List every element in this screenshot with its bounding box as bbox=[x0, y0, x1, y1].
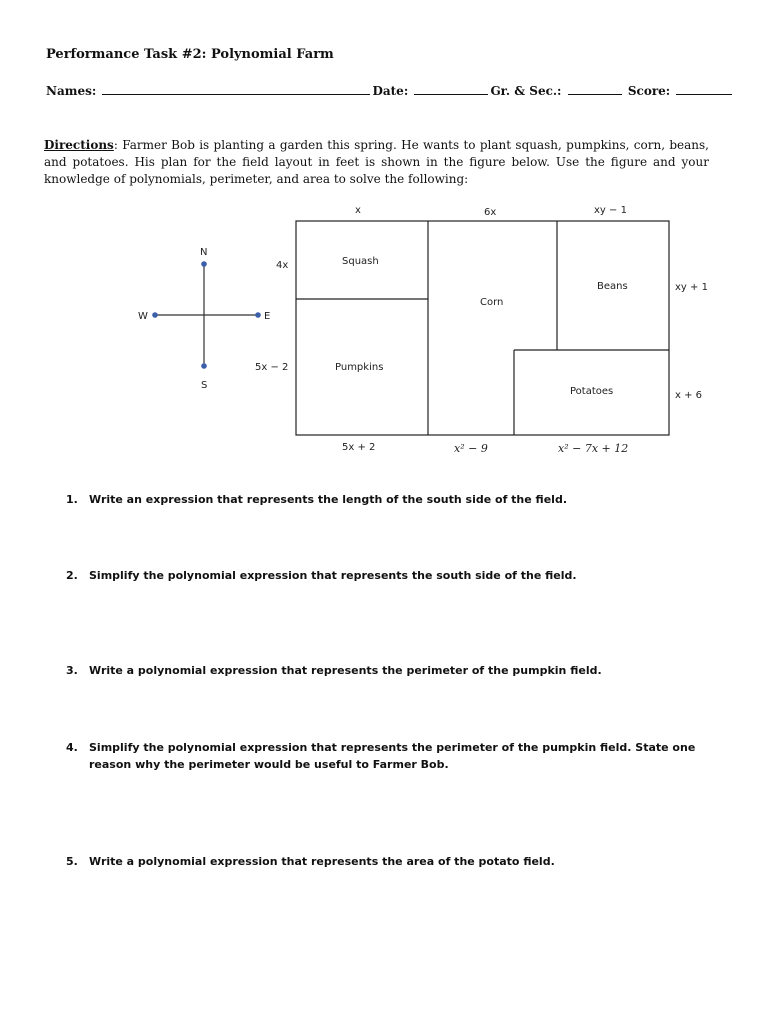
directions-text: : Farmer Bob is planting a garden this spring. He wants to plant squash, pumpkins, corn, beans, and potatoes. His plan for the field layout in feet is shown in the figure below. Use the figure and your knowledge of polynomials, perimeter, and area to solve the following: bbox=[44, 138, 709, 186]
question-text: Simplify the polynomial expression that represents the perimeter of the pumpkin field. State one reason why the perimeter would be useful to Farmer Bob. bbox=[89, 741, 696, 771]
dim-pumpkins-height: 5x − 2 bbox=[255, 362, 289, 373]
field-figure bbox=[0, 190, 768, 470]
question-5 bbox=[66, 853, 716, 870]
student-info-line bbox=[46, 82, 736, 98]
dim-beans-width: xy − 1 bbox=[594, 205, 627, 216]
question-text: Write an expression that represents the length of the south side of the field. bbox=[89, 493, 567, 506]
compass-west-label: W bbox=[138, 311, 148, 322]
dim-corn-top-width: 6x bbox=[484, 207, 497, 218]
page-title: Performance Task #2: Polynomial Farm bbox=[46, 47, 334, 62]
dim-beans-height: xy + 1 bbox=[675, 282, 708, 293]
compass-north-dot bbox=[201, 261, 207, 267]
compass bbox=[138, 247, 270, 391]
plot-squash-label: Squash bbox=[342, 256, 379, 267]
score-blank bbox=[676, 82, 732, 95]
dim-potatoes-width: x² − 7x + 12 bbox=[558, 442, 629, 455]
field-outline bbox=[296, 221, 669, 435]
directions-paragraph bbox=[44, 137, 709, 188]
plot-potatoes-label: Potatoes bbox=[570, 386, 614, 397]
question-number: 3. bbox=[66, 664, 78, 677]
dim-squash-width: x bbox=[355, 205, 361, 216]
date-label: Date: bbox=[372, 84, 409, 98]
directions-label: Directions bbox=[44, 138, 114, 152]
question-number: 2. bbox=[66, 569, 78, 582]
question-number: 5. bbox=[66, 855, 78, 868]
plot-corn-label: Corn bbox=[480, 297, 504, 308]
score-label: Score: bbox=[627, 84, 671, 98]
question-4 bbox=[66, 739, 716, 773]
compass-west-dot bbox=[152, 312, 158, 318]
question-1 bbox=[66, 491, 716, 508]
question-text: Write a polynomial expression that represents the perimeter of the pumpkin field. bbox=[89, 664, 602, 677]
question-number: 4. bbox=[66, 741, 78, 754]
compass-east-dot bbox=[255, 312, 261, 318]
date-blank bbox=[414, 82, 488, 95]
dim-potatoes-height: x + 6 bbox=[675, 390, 703, 401]
dim-pumpkins-width: 5x + 2 bbox=[342, 442, 376, 453]
field-plan bbox=[296, 221, 669, 435]
compass-north-label: N bbox=[200, 247, 208, 258]
dim-corn-bottom-width: x² − 9 bbox=[454, 442, 488, 455]
question-text: Write a polynomial expression that represents the area of the potato field. bbox=[89, 855, 555, 868]
question-text: Simplify the polynomial expression that represents the south side of the field. bbox=[89, 569, 577, 582]
compass-south-dot bbox=[201, 363, 207, 369]
compass-south-label: S bbox=[201, 380, 208, 391]
plot-beans-label: Beans bbox=[597, 281, 628, 292]
names-blank bbox=[102, 82, 370, 95]
grade-section-label: Gr. & Sec.: bbox=[490, 84, 562, 98]
question-number: 1. bbox=[66, 493, 78, 506]
plot-pumpkins-label: Pumpkins bbox=[335, 362, 384, 373]
grade-section-blank bbox=[568, 82, 622, 95]
question-3 bbox=[66, 662, 716, 679]
question-2 bbox=[66, 567, 716, 584]
compass-east-label: E bbox=[264, 311, 271, 322]
dim-squash-height: 4x bbox=[276, 260, 289, 271]
names-label: Names: bbox=[46, 84, 97, 98]
